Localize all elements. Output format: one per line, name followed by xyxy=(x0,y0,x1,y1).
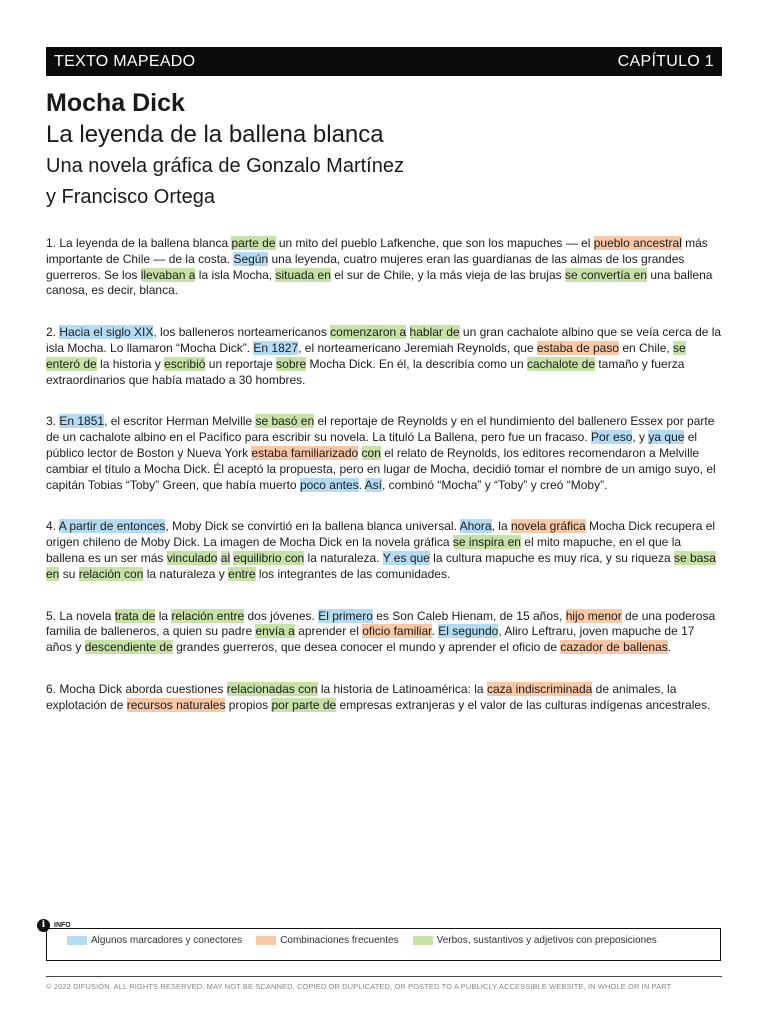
highlighted-phrase: caza indiscriminada xyxy=(486,681,593,696)
highlighted-phrase: comenzaron a xyxy=(330,325,407,340)
text-segment: la cultura mapuche es muy rica, y su riqueza xyxy=(429,550,674,565)
text-segment: . xyxy=(667,640,672,655)
text-segment: de animales, la explotación de xyxy=(46,681,677,712)
text-segment: . xyxy=(358,477,365,492)
text-segment: una ballena canosa, es decir, blanca. xyxy=(46,267,713,298)
text-segment: la historia de Latinoamérica: la xyxy=(317,681,487,696)
text-segment: un mito del pueblo Lafkenche, que son los mapuches — el xyxy=(275,236,594,250)
text-segment: un gran cachalote albino que se veía cerca de la isla Mocha. Lo llamaron “Mocha Dick”. xyxy=(46,325,722,355)
legend-swatch-orange xyxy=(256,936,276,945)
legend-swatch-green xyxy=(413,936,433,945)
legend-text: Algunos marcadores y conectores xyxy=(91,935,243,946)
byline-line-2: y Francisco Ortega xyxy=(46,186,215,208)
text-segment: es Son Caleb Hienam, de 15 años, xyxy=(372,608,566,623)
text-segment: la isla Mocha, xyxy=(195,267,276,282)
text-segment: más importante de Chile — de la costa. xyxy=(46,236,708,266)
paragraph-4 xyxy=(46,519,722,582)
text-segment: , Moby Dick se convirtió en la ballena blanca universal. xyxy=(165,519,460,534)
text-segment: 5. La novela xyxy=(46,608,115,623)
highlighted-phrase: Hacia el siglo XIX xyxy=(59,325,154,340)
text-segment: en Chile, xyxy=(619,340,674,355)
text-segment: su xyxy=(59,566,79,581)
info-legend xyxy=(37,918,725,946)
text-segment: , la xyxy=(491,519,511,534)
text-segment: los integrantes de las comunidades. xyxy=(255,566,451,581)
highlighted-phrase: hijo menor xyxy=(565,608,622,623)
text-segment: la naturaleza y xyxy=(143,566,229,581)
highlighted-phrase: escribió xyxy=(164,356,206,371)
info-icon: i xyxy=(37,919,50,932)
text-segment: el reportaje de Reynolds y en el hundimiento del ballenero Essex por parte de un cachalote albino en el Pacífico para escribir su novela. La tituló La Ballena, pero fue un fracaso. xyxy=(46,414,715,445)
highlighted-phrase: relacionadas con xyxy=(226,681,318,696)
highlighted-phrase: El segundo xyxy=(438,624,499,639)
highlighted-phrase: Por eso xyxy=(591,430,633,445)
legend-item-combinations xyxy=(256,935,398,946)
text-segment: Mocha Dick recupera el origen chileno de Moby Dick. La imagen de Mocha Dick en la novela gráfica xyxy=(46,519,716,550)
text-segment: el relato de Reynolds, los editores recomendaron a Melville cambiar el título a Mocha Dick. Él aceptó la propuesta, pero en lugar de Mocha, decidió tomar el nombre de un amigo suyo, el capitán Tobias “Toby” Green, que había muerto xyxy=(46,445,716,492)
text-segment: 4. xyxy=(46,519,59,534)
text-segment: la naturaleza. xyxy=(304,550,383,565)
text-segment: el sur de Chile, y la más vieja de las brujas xyxy=(330,267,565,282)
text-segment: la xyxy=(155,608,172,623)
highlighted-phrase: Según xyxy=(233,251,269,266)
copyright-footer: © 2022 DIFUSIÓN. ALL RIGHTS RESERVED. MAY NOT BE SCANNED, COPIED OR DUPLICATED, OR POSTED TO A PUBLICLY ACCESSIBLE WEBSITE, IN WHOLE OR IN PART xyxy=(46,982,672,991)
highlighted-phrase: con xyxy=(361,445,381,460)
paragraph-6 xyxy=(46,682,722,714)
text-segment: grandes guerreros, que desea conocer el mundo y aprender el oficio de xyxy=(172,640,561,655)
text-segment: un reportaje xyxy=(205,356,277,371)
text-segment: la historia y xyxy=(96,356,165,371)
text-segment: propios xyxy=(225,697,272,712)
highlighted-phrase: cazador de ballenas xyxy=(560,640,668,655)
highlighted-phrase: Y es que xyxy=(382,550,430,565)
text-segment: de una poderosa familia de balleneros, a quien su padre xyxy=(46,608,716,639)
text-segment: aprender el xyxy=(294,624,363,639)
info-label: INFO xyxy=(54,921,71,929)
legend-text: Verbos, sustantivos y adjetivos con preposiciones xyxy=(436,935,657,946)
mapped-text xyxy=(46,236,722,714)
legend-text: Combinaciones frecuentes xyxy=(280,935,399,946)
text-segment: dos jóvenes. xyxy=(244,608,319,623)
highlighted-phrase: poco antes xyxy=(299,477,359,492)
highlighted-phrase: novela gráfica xyxy=(510,519,586,534)
highlighted-phrase: cachalote de xyxy=(526,356,596,371)
text-segment: 2. xyxy=(46,325,60,340)
chapter-label: CAPÍTULO 1 xyxy=(617,52,714,70)
highlighted-phrase: relación con xyxy=(78,566,144,581)
highlighted-phrase: en xyxy=(46,566,60,581)
section-label: TEXTO MAPEADO xyxy=(54,52,196,70)
highlighted-phrase: equilibrio con xyxy=(233,550,305,565)
highlighted-phrase: En 1827 xyxy=(253,340,299,355)
highlighted-phrase: sobre xyxy=(276,356,307,371)
highlighted-phrase: ya que xyxy=(648,430,685,445)
highlighted-phrase: pueblo ancestral xyxy=(593,236,682,250)
highlighted-phrase: entre xyxy=(228,566,256,581)
text-segment: 6. Mocha Dick aborda cuestiones xyxy=(46,681,227,696)
highlighted-phrase: llevaban a xyxy=(140,267,196,282)
highlighted-phrase: trata de xyxy=(114,608,156,623)
text-segment: el público lector de Boston y Nueva York xyxy=(46,430,698,460)
text-segment: empresas extranjeras y el valor de las culturas indígenas ancestrales. xyxy=(336,697,711,712)
highlighted-phrase: parte de xyxy=(231,236,276,250)
highlighted-phrase: A partir de entonces xyxy=(58,519,166,534)
legend-item-connectors xyxy=(67,935,242,946)
legend-box xyxy=(46,928,721,961)
text-segment: . xyxy=(431,624,439,639)
highlighted-phrase: se basó en xyxy=(255,414,315,429)
highlighted-phrase: estaba de paso xyxy=(536,340,619,355)
book-subtitle: La leyenda de la ballena blanca xyxy=(46,121,384,148)
highlighted-phrase: al xyxy=(220,550,231,565)
highlighted-phrase: Ahora xyxy=(459,519,492,534)
paragraph-1 xyxy=(46,236,722,299)
highlighted-phrase: envía a xyxy=(255,624,295,639)
text-segment: 1. La leyenda de la ballena blanca xyxy=(46,236,232,250)
text-segment: , combinó “Mocha” y “Toby” y creó “Moby”. xyxy=(382,477,608,492)
title-block xyxy=(46,88,726,213)
highlighted-phrase: se convertía en xyxy=(564,267,648,282)
text-segment: , Aliro Leftraru, joven mapuche de 17 años y xyxy=(46,624,695,655)
text-segment: una leyenda, cuatro mujeres eran las guardianas de las almas de los grandes guerreros. Se los xyxy=(46,251,685,282)
highlighted-phrase: oficio familiar xyxy=(362,624,432,639)
legend-item-prepositions xyxy=(413,935,657,946)
highlighted-phrase: se enteró de xyxy=(46,340,686,371)
text-segment: 3. xyxy=(46,414,60,429)
highlighted-phrase: hablar de xyxy=(409,325,460,340)
highlighted-phrase: se inspira en xyxy=(452,535,521,550)
highlighted-phrase: recursos naturales xyxy=(126,697,226,712)
text-segment: tamaño y fuerza extraordinarios que había matado a 30 hombres. xyxy=(46,356,685,387)
paragraph-3 xyxy=(46,414,722,493)
text-segment: Mocha Dick. En él, la describía como un xyxy=(306,356,527,371)
header-bar xyxy=(46,47,722,76)
text-segment: , los balleneros norteamericanos xyxy=(153,325,331,340)
paragraph-5 xyxy=(46,609,722,656)
highlighted-phrase: situada en xyxy=(275,267,331,282)
highlighted-phrase: Así xyxy=(364,477,383,492)
book-title: Mocha Dick xyxy=(46,89,185,117)
highlighted-phrase: En 1851 xyxy=(59,414,105,429)
text-segment: , el escritor Herman Melville xyxy=(104,414,256,429)
highlighted-phrase: por parte de xyxy=(271,697,337,712)
highlighted-phrase: descendiente de xyxy=(84,640,173,655)
highlighted-phrase: El primero xyxy=(318,608,373,623)
legend-swatch-blue xyxy=(67,936,87,945)
text-segment: , el norteamericano Jeremiah Reynolds, que xyxy=(298,340,537,355)
highlighted-phrase: vinculado xyxy=(166,550,218,565)
text-segment: el mito mapuche, en el que la ballena es un ser más xyxy=(46,535,682,565)
paragraph-2 xyxy=(46,325,722,388)
footer-divider xyxy=(46,976,722,977)
highlighted-phrase: estaba familiarizado xyxy=(251,445,359,460)
byline-line-1: Una novela gráfica de Gonzalo Martínez xyxy=(46,155,404,177)
highlighted-phrase: relación entre xyxy=(171,608,245,623)
highlighted-phrase: se basa xyxy=(673,550,716,565)
text-segment: , y xyxy=(632,430,649,445)
